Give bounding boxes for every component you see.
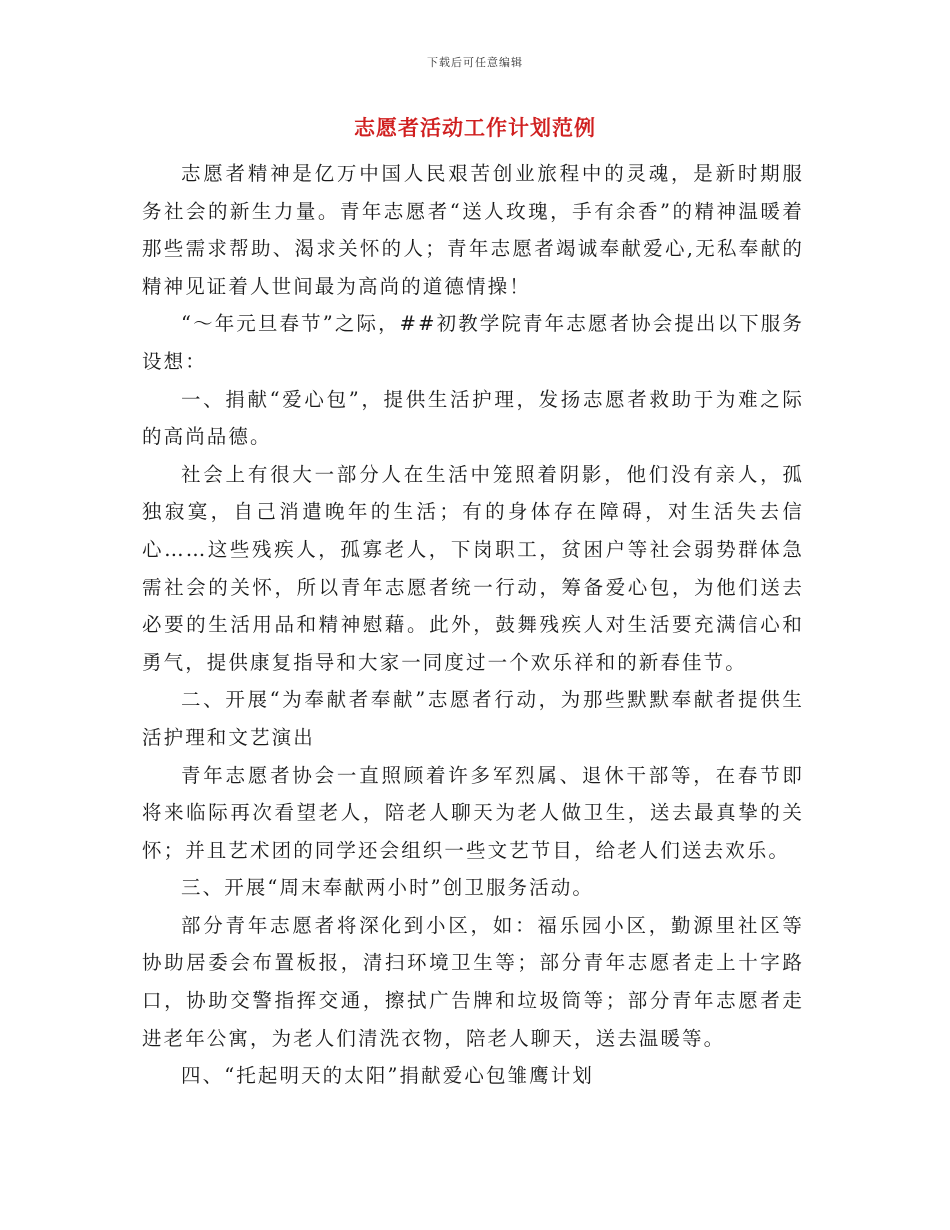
section-heading-2: 二、开展“为奉献者奉献”志愿者行动，为那些默默奉献者提供生活护理和文艺演出 (142, 688, 804, 749)
paragraph-section-2: 青年志愿者协会一直照顾着许多军烈属、退休干部等，在春节即将来临际再次看望老人，陪老人聊天为老人做卫生，送去最真挚的关怀；并且艺术团的同学还会组织一些文艺节目，给老人们送去欢乐。 (142, 763, 804, 862)
paragraph-section-3: 部分青年志愿者将深化到小区，如：福乐园小区，勤源里社区等协助居委会布置板报，清扫环境卫生等；部分青年志愿者走上十字路口，协助交警指挥交通，擦拭广告牌和垃圾筒等；部分青年志愿者走进老年公寓，为老人们清洗衣物，陪老人聊天，送去温暖等。 (142, 913, 804, 1050)
paragraph-service-proposal: “～年元旦春节”之际，##初教学院青年志愿者协会提出以下服务设想： (142, 312, 804, 373)
document-title: 志愿者活动工作计划范例 (354, 115, 596, 140)
paragraph-section-1: 社会上有很大一部分人在生活中笼照着阴影，他们没有亲人，孤独寂寞，自己消遣晚年的生活；有的身体存在障碍，对生活失去信心……这些残疾人，孤寡老人，下岗职工，贫困户等社会弱势群体急需社会的关怀，所以青年志愿者统一行动，筹备爱心包，为他们送去必要的生活用品和精神慰藉。此外，鼓舞残疾人对生活要充满信心和勇气，提供康复指导和大家一同度过一个欢乐祥和的新春佳节。 (142, 462, 804, 674)
section-heading-1: 一、捐献“爱心包”，提供生活护理，发扬志愿者救助于为难之际的高尚品德。 (142, 387, 804, 449)
header-note: 下载后可任意编辑 (427, 56, 523, 69)
paragraph-intro: 志愿者精神是亿万中国人民艰苦创业旅程中的灵魂，是新时期服务社会的新生力量。青年志愿者“送人玫瑰，手有余香”的精神温暖着那些需求帮助、渴求关怀的人；青年志愿者竭诚奉献爱心,无私奉献的精神见证着人世间最为高尚的道德情操！ (142, 162, 804, 298)
section-heading-4: 四、“托起明天的太阳”捐献爱心包雏鹰计划 (181, 1064, 594, 1088)
document-body (142, 155, 804, 1095)
section-heading-3: 三、开展“周末奉献两小时”创卫服务活动。 (181, 876, 594, 900)
